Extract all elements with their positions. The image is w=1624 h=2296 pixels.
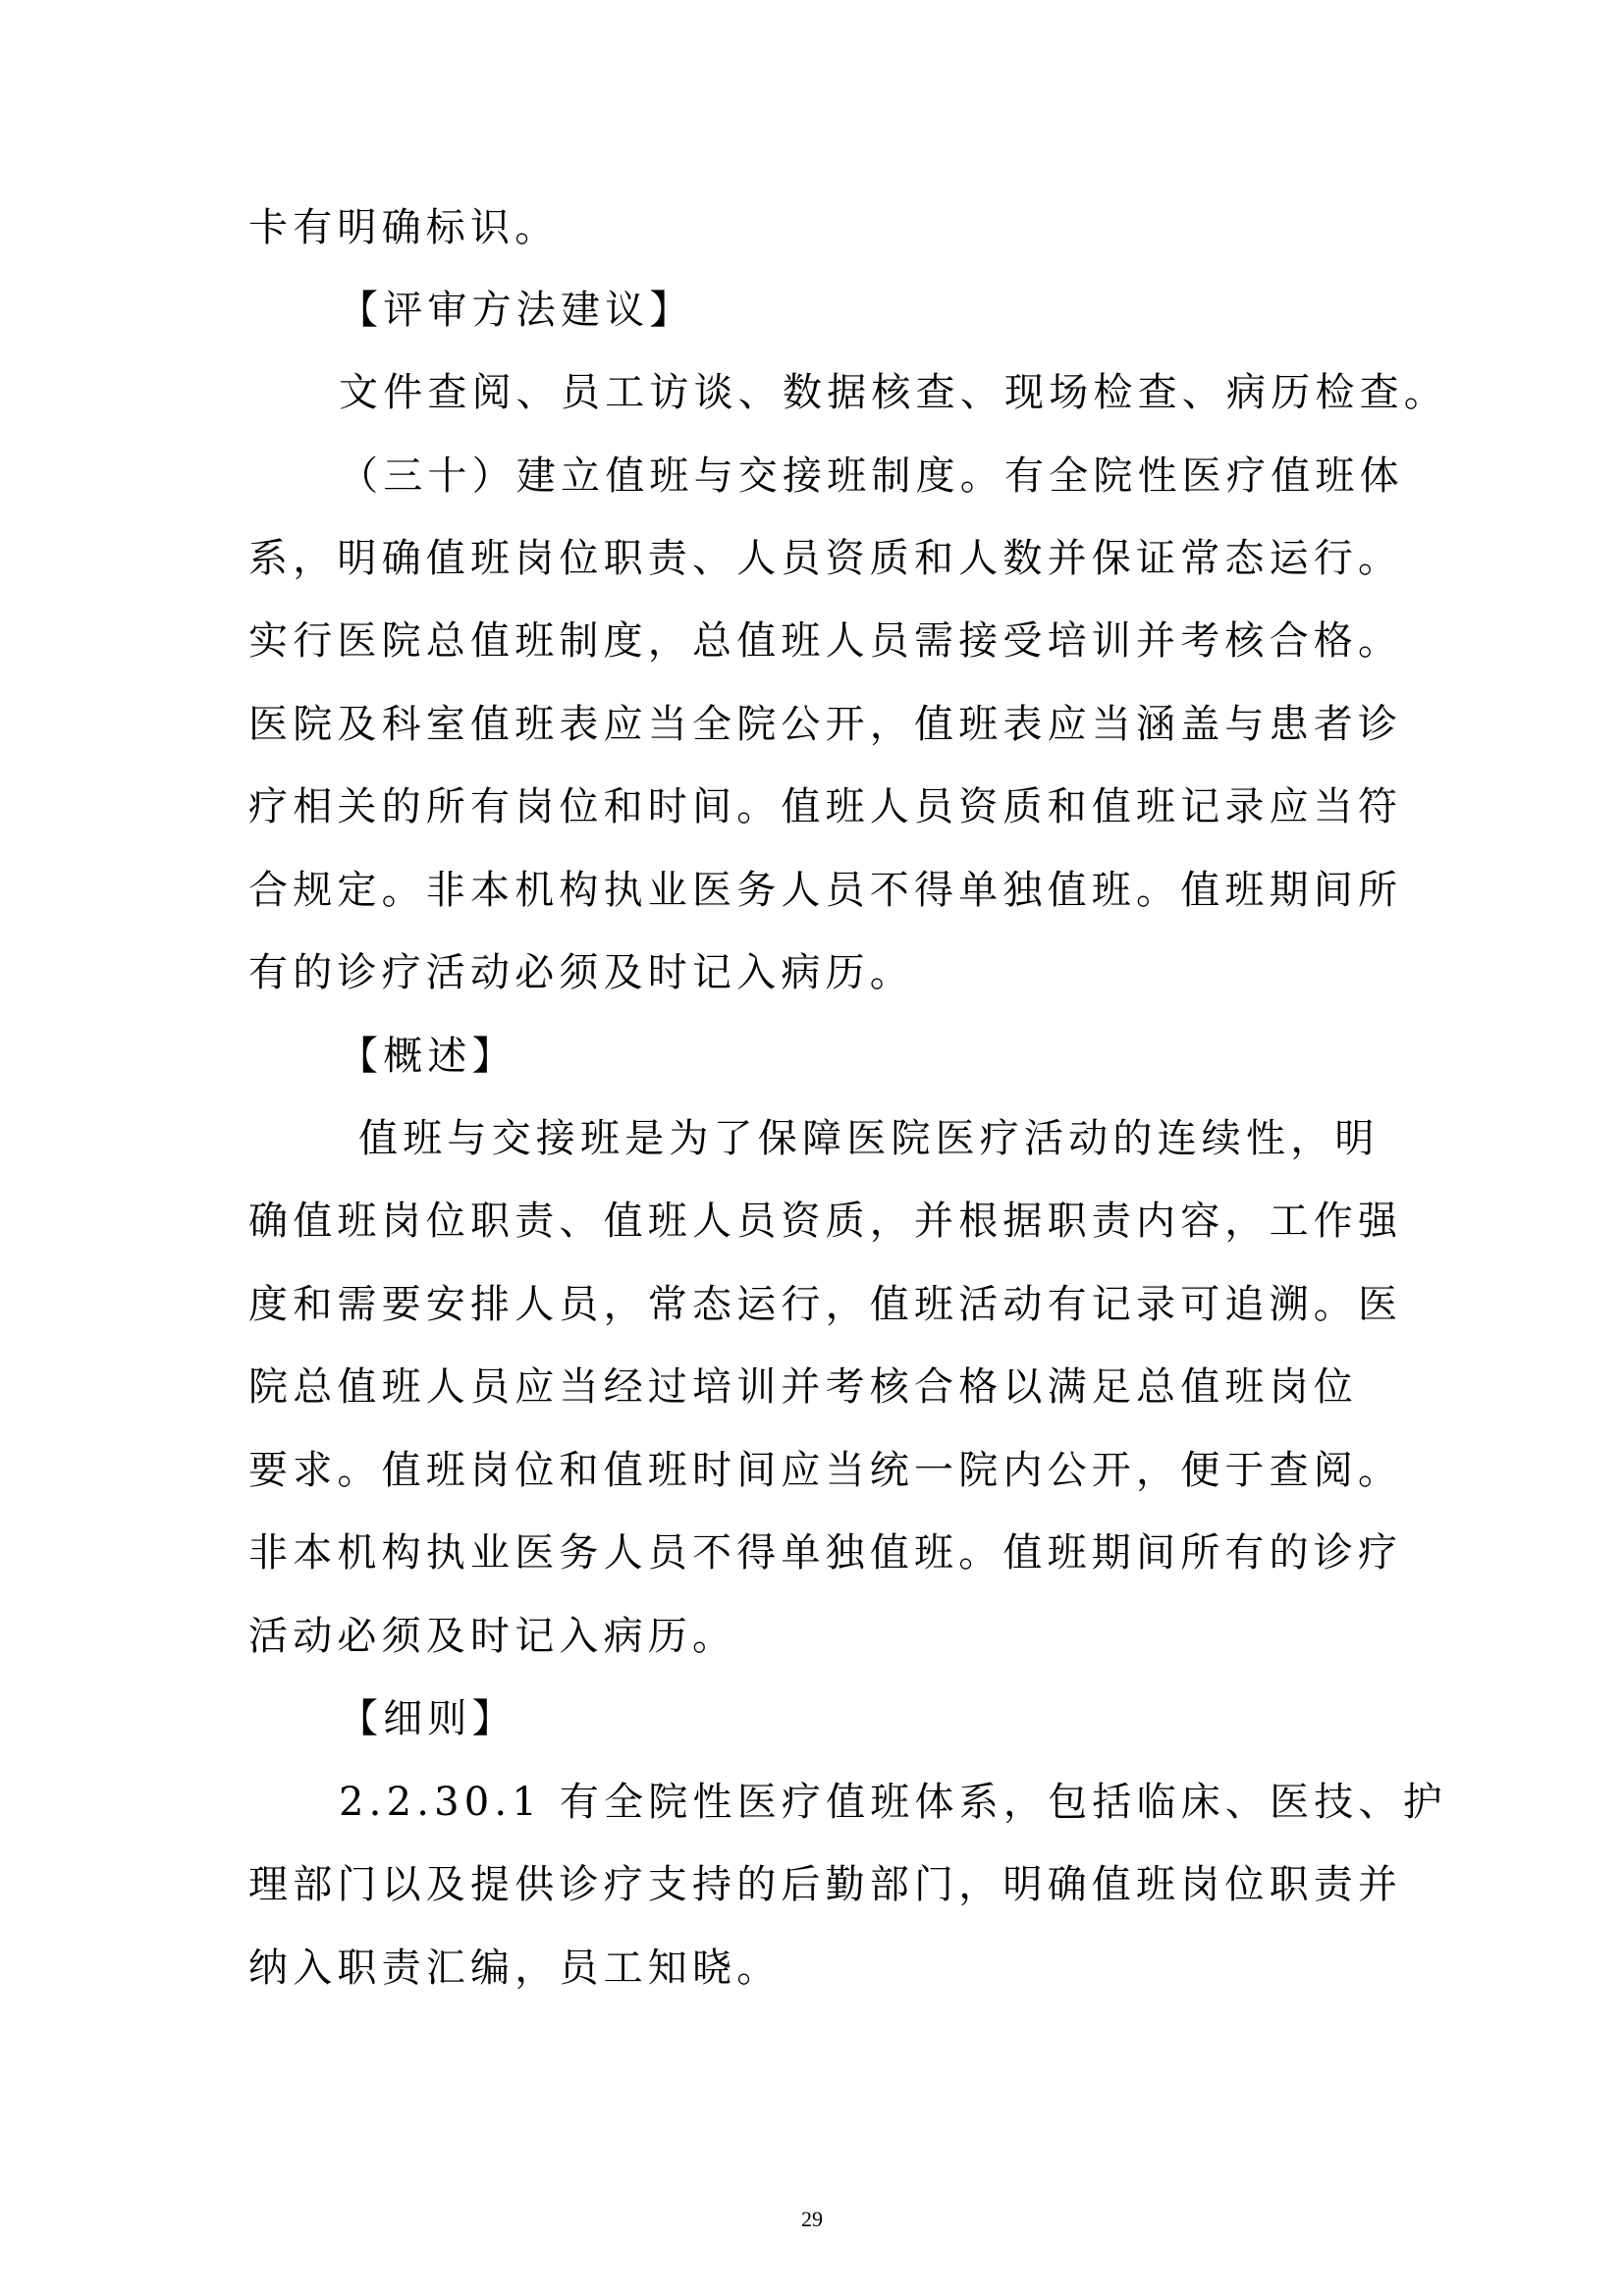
paragraph-line: 医院及科室值班表应当全院公开，值班表应当涵盖与患者诊: [248, 702, 1403, 747]
paragraph-line: 确值班岗位职责、值班人员资质，并根据职责内容，工作强: [248, 1199, 1403, 1244]
paragraph-line: 卡有明确标识。: [248, 205, 560, 250]
paragraph-line: 度和需要安排人员，常态运行，值班活动有记录可追溯。医: [248, 1282, 1403, 1327]
paragraph-line: （三十）建立值班与交接班制度。有全院性医疗值班体: [339, 454, 1404, 499]
paragraph-line: 实行医院总值班制度，总值班人员需接受培训并考核合格。: [248, 618, 1403, 664]
section-heading-review-method: 【评审方法建议】: [339, 288, 694, 333]
paragraph-line: 值班与交接班是为了保障医院医疗活动的连续性，明: [358, 1116, 1380, 1161]
paragraph-line: 非本机构执业医务人员不得单独值班。值班期间所有的诊疗: [248, 1530, 1403, 1575]
page-number: 29: [801, 2207, 823, 2231]
paragraph-line: 合规定。非本机构执业医务人员不得单独值班。值班期间所: [248, 868, 1403, 913]
paragraph-line: 院总值班人员应当经过培训并考核合格以满足总值班岗位: [248, 1364, 1358, 1410]
paragraph-line: 活动必须及时记入病历。: [248, 1614, 737, 1659]
paragraph-line: 要求。值班岗位和值班时间应当统一院内公开，便于查阅。: [248, 1448, 1403, 1493]
paragraph-line: 有的诊疗活动必须及时记入病历。: [248, 950, 914, 995]
paragraph-line: 理部门以及提供诊疗支持的后勤部门，明确值班岗位职责并: [248, 1862, 1403, 1907]
paragraph-line: 2.2.30.1 有全院性医疗值班体系，包括临床、医技、护: [339, 1780, 1447, 1825]
section-heading-details: 【细则】: [339, 1696, 516, 1741]
paragraph-line: 系，明确值班岗位职责、人员资质和人数并保证常态运行。: [248, 536, 1403, 581]
paragraph-line: 纳入职责汇编，员工知晓。: [248, 1946, 782, 1991]
section-heading-overview: 【概述】: [339, 1034, 516, 1079]
paragraph-line: 疗相关的所有岗位和时间。值班人员资质和值班记录应当符: [248, 784, 1403, 829]
paragraph-line: 文件查阅、员工访谈、数据核查、现场检查、病历检查。: [339, 370, 1448, 415]
